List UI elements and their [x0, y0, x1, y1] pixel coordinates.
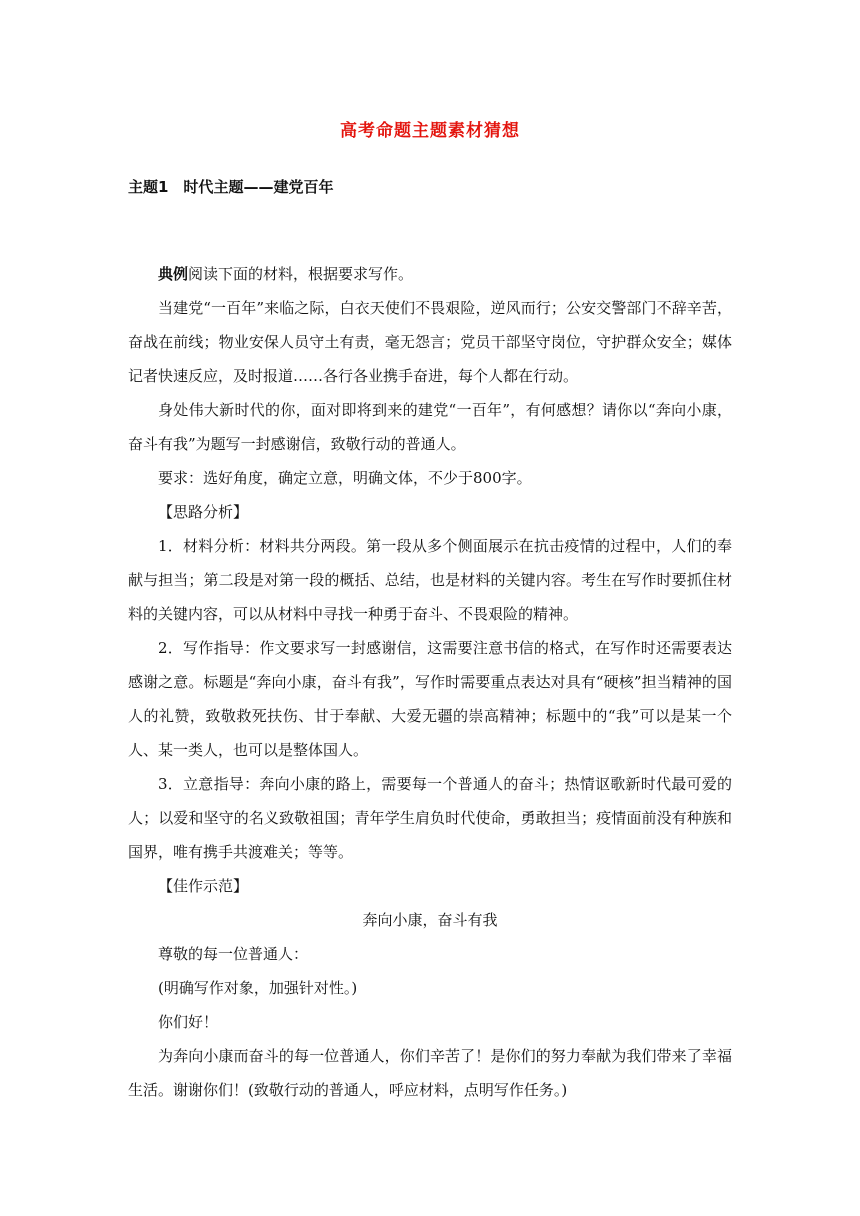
sample-essay-title: 奔向小康，奋斗有我 [362, 911, 498, 929]
sample-salutation: 尊敬的每一位普通人： [158, 945, 309, 963]
material-paragraph-2: 身处伟大新时代的你，面对即将到来的建党“一百年”，有何感想？请你以“奔向小康，奋斗有我”为题写一封感谢信，致敬行动的普通人。 [128, 401, 732, 453]
sample-note: (明确写作对象，加强针对性。) [158, 979, 358, 997]
example-label: 典例 [158, 265, 189, 283]
analysis-point-2: 2．写作指导：作文要求写一封感谢信，这需要注意书信的格式，在写作时还需要表达感谢之意。标题是“奔向小康，奋斗有我”，写作时需要重点表达对具有“硬核”担当精神的国人的礼赞，致敬救死扶伤、甘于奉献、大爱无疆的崇高精神；标题中的“我”可以是某一个人、某一类人，也可以是整体国人。 [128, 639, 732, 759]
analysis-point-3: 3．立意指导：奔向小康的路上，需要每一个普通人的奋斗；热情讴歌新时代最可爱的人；以爱和坚守的名义致敬祖国；青年学生肩负时代使命，勇敢担当；疫情面前没有种族和国界，唯有携手共渡难关；等等。 [128, 775, 732, 861]
sample-greeting: 你们好！ [158, 1013, 219, 1031]
page-title: 高考命题主题素材猜想 [340, 121, 520, 141]
material-paragraph-1: 当建党“一百年”来临之际，白衣天使们不畏艰险，逆风而行；公安交警部门不辞辛苦，奋战在前线；物业安保人员守土有责，毫无怨言；党员干部坚守岗位，守护群众安全；媒体记者快速反应，及时报道……各行各业携手奋进，每个人都在行动。 [128, 299, 732, 385]
sample-heading: 【佳作示范】 [158, 877, 249, 895]
analysis-point-1: 1．材料分析：材料共分两段。第一段从多个侧面展示在抗击疫情的过程中，人们的奉献与担当；第二段是对第一段的概括、总结，也是材料的关键内容。考生在写作时要抓住材料的关键内容，可以从材料中寻找一种勇于奋斗、不畏艰险的精神。 [128, 537, 732, 623]
example-prompt [128, 257, 732, 291]
document-body [128, 257, 732, 1107]
requirement-paragraph: 要求：选好角度，确定立意，明确文体，不少于800字。 [158, 469, 532, 487]
analysis-heading: 【思路分析】 [158, 503, 249, 521]
example-intro: 阅读下面的材料，根据要求写作。 [188, 265, 414, 283]
sample-body-paragraph: 为奔向小康而奋斗的每一位普通人，你们辛苦了！是你们的努力奉献为我们带来了幸福生活。谢谢你们！(致敬行动的普通人，呼应材料，点明写作任务。) [128, 1047, 732, 1099]
theme-heading: 主题1 时代主题——建党百年 [128, 178, 334, 196]
